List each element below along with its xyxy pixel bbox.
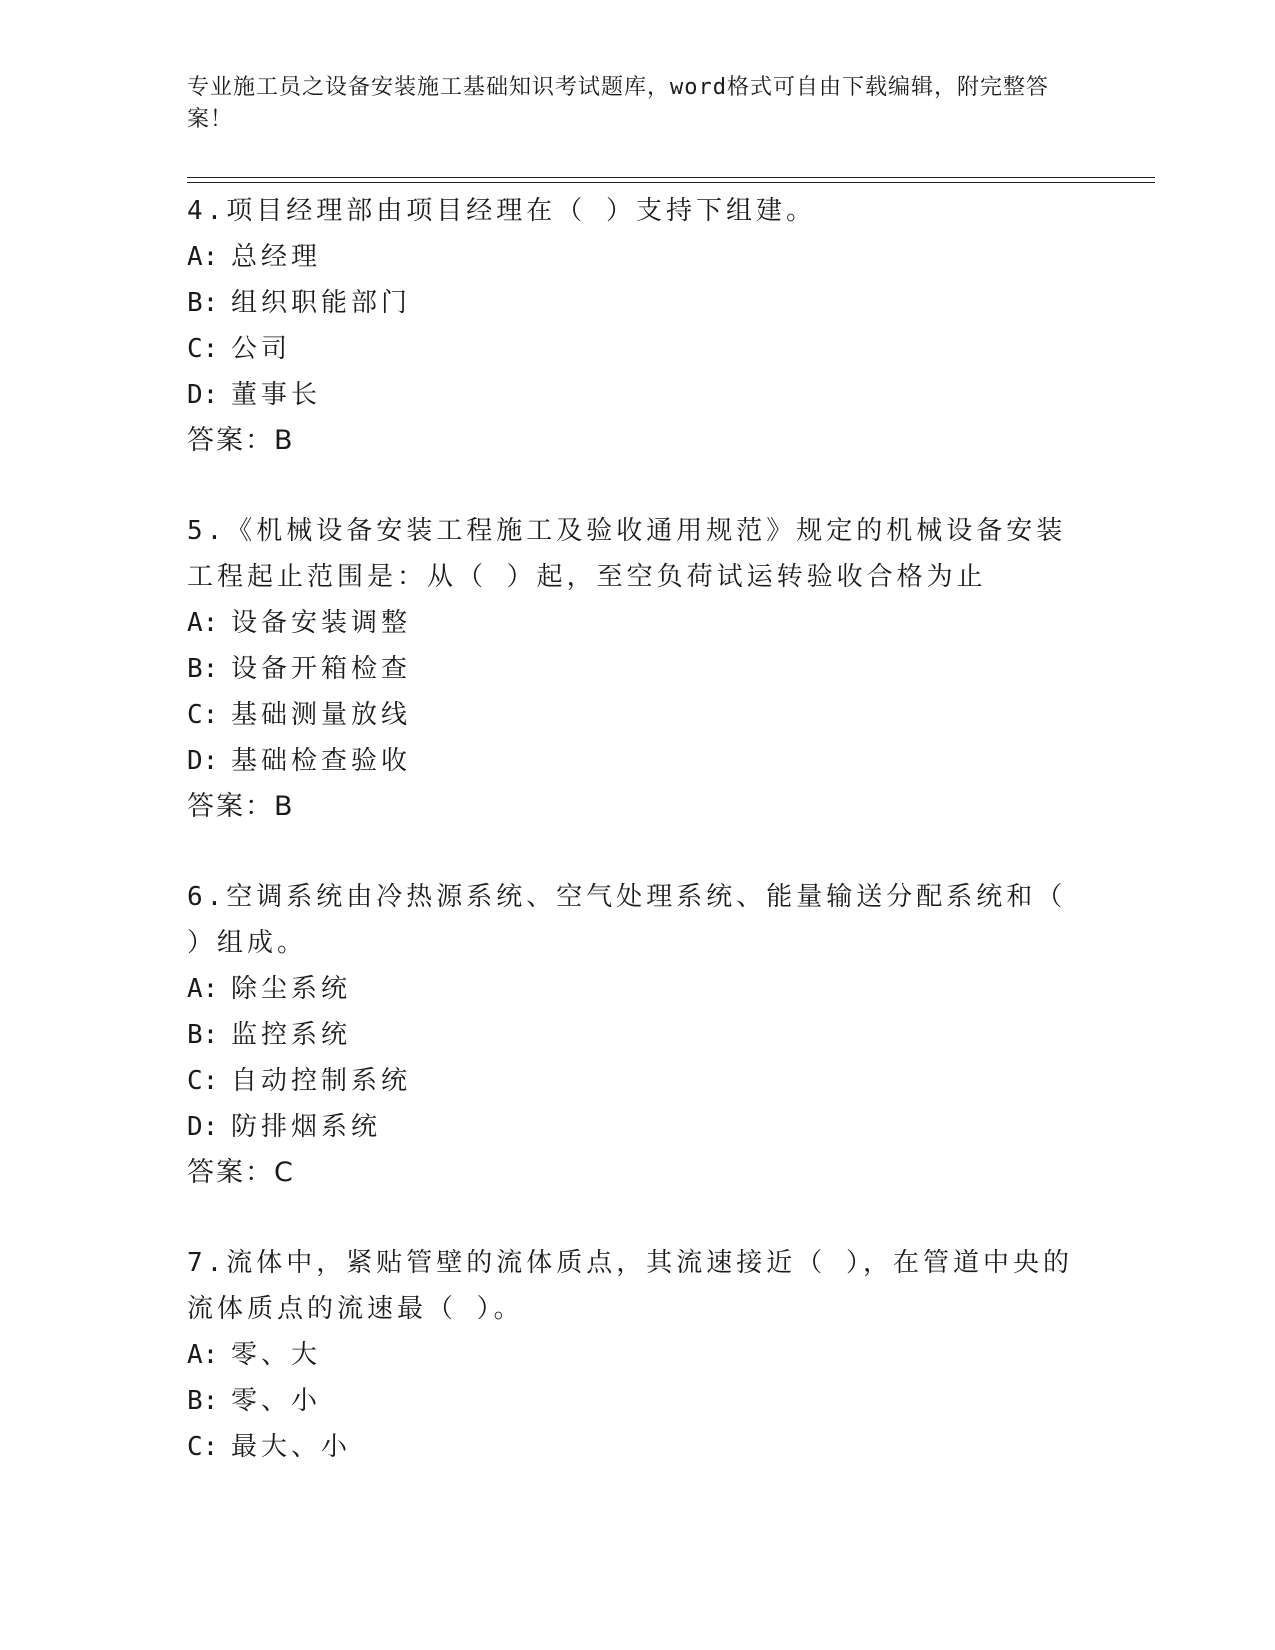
option-text: 除尘系统 (231, 974, 352, 1004)
option-b (187, 1378, 1087, 1424)
option-text: 公司 (231, 334, 292, 364)
answer-line: 答案：B (187, 791, 295, 822)
question-list (187, 188, 1087, 1514)
question-7 (187, 1240, 1087, 1470)
document-header: 专业施工员之设备安装施工基础知识考试题库，word格式可自由下载编辑，附完整答案！ (187, 75, 1049, 132)
option-c (187, 692, 1087, 738)
option-text: 防排烟系统 (231, 1112, 382, 1142)
option-text: 零、小 (231, 1386, 322, 1416)
option-letter: A: (187, 242, 219, 272)
answer-line: 答案：C (187, 1157, 295, 1188)
option-text: 组织职能部门 (231, 288, 412, 318)
option-letter: B: (187, 288, 219, 318)
option-a (187, 600, 1087, 646)
option-c (187, 326, 1087, 372)
option-c (187, 1424, 1087, 1470)
option-letter: D: (187, 1112, 219, 1142)
option-letter: D: (187, 380, 219, 410)
option-text: 设备安装调整 (231, 608, 412, 638)
header-divider-bottom (187, 182, 1155, 183)
option-d (187, 738, 1087, 784)
option-d (187, 372, 1087, 418)
question-stem: 7.流体中，紧贴管壁的流体质点，其流速接近（ ），在管道中央的流体质点的流速最（ ）。 (187, 1248, 1073, 1324)
option-letter: B: (187, 654, 219, 684)
answer-line: 答案：B (187, 425, 295, 456)
option-text: 基础检查验收 (231, 746, 412, 776)
option-a (187, 1332, 1087, 1378)
option-letter: D: (187, 746, 219, 776)
question-4 (187, 188, 1087, 464)
option-letter: A: (187, 1340, 219, 1370)
option-text: 零、大 (231, 1340, 322, 1370)
option-text: 自动控制系统 (231, 1066, 412, 1096)
option-letter: A: (187, 974, 219, 1004)
option-letter: C: (187, 334, 219, 364)
option-a (187, 966, 1087, 1012)
option-letter: C: (187, 1066, 219, 1096)
option-b (187, 1012, 1087, 1058)
option-letter: C: (187, 700, 219, 730)
option-b (187, 646, 1087, 692)
option-d (187, 1104, 1087, 1150)
option-text: 监控系统 (231, 1020, 352, 1050)
option-letter: B: (187, 1020, 219, 1050)
question-stem: 5.《机械设备安装工程施工及验收通用规范》规定的机械设备安装工程起止范围是：从（ ）起，至空负荷试运转验收合格为止 (187, 516, 1067, 592)
option-c (187, 1058, 1087, 1104)
option-text: 最大、小 (231, 1432, 352, 1462)
option-text: 总经理 (231, 242, 322, 272)
option-b (187, 280, 1087, 326)
option-text: 设备开箱检查 (231, 654, 412, 684)
option-text: 基础测量放线 (231, 700, 412, 730)
question-6 (187, 874, 1087, 1196)
header-divider-top (187, 177, 1155, 178)
option-letter: B: (187, 1386, 219, 1416)
question-5 (187, 508, 1087, 830)
question-stem: 6.空调系统由冷热源系统、空气处理系统、能量输送分配系统和（ ）组成。 (187, 882, 1067, 958)
option-a (187, 234, 1087, 280)
option-text: 董事长 (231, 380, 322, 410)
option-letter: C: (187, 1432, 219, 1462)
question-stem: 4.项目经理部由项目经理在（ ）支持下组建。 (187, 196, 816, 226)
option-letter: A: (187, 608, 219, 638)
